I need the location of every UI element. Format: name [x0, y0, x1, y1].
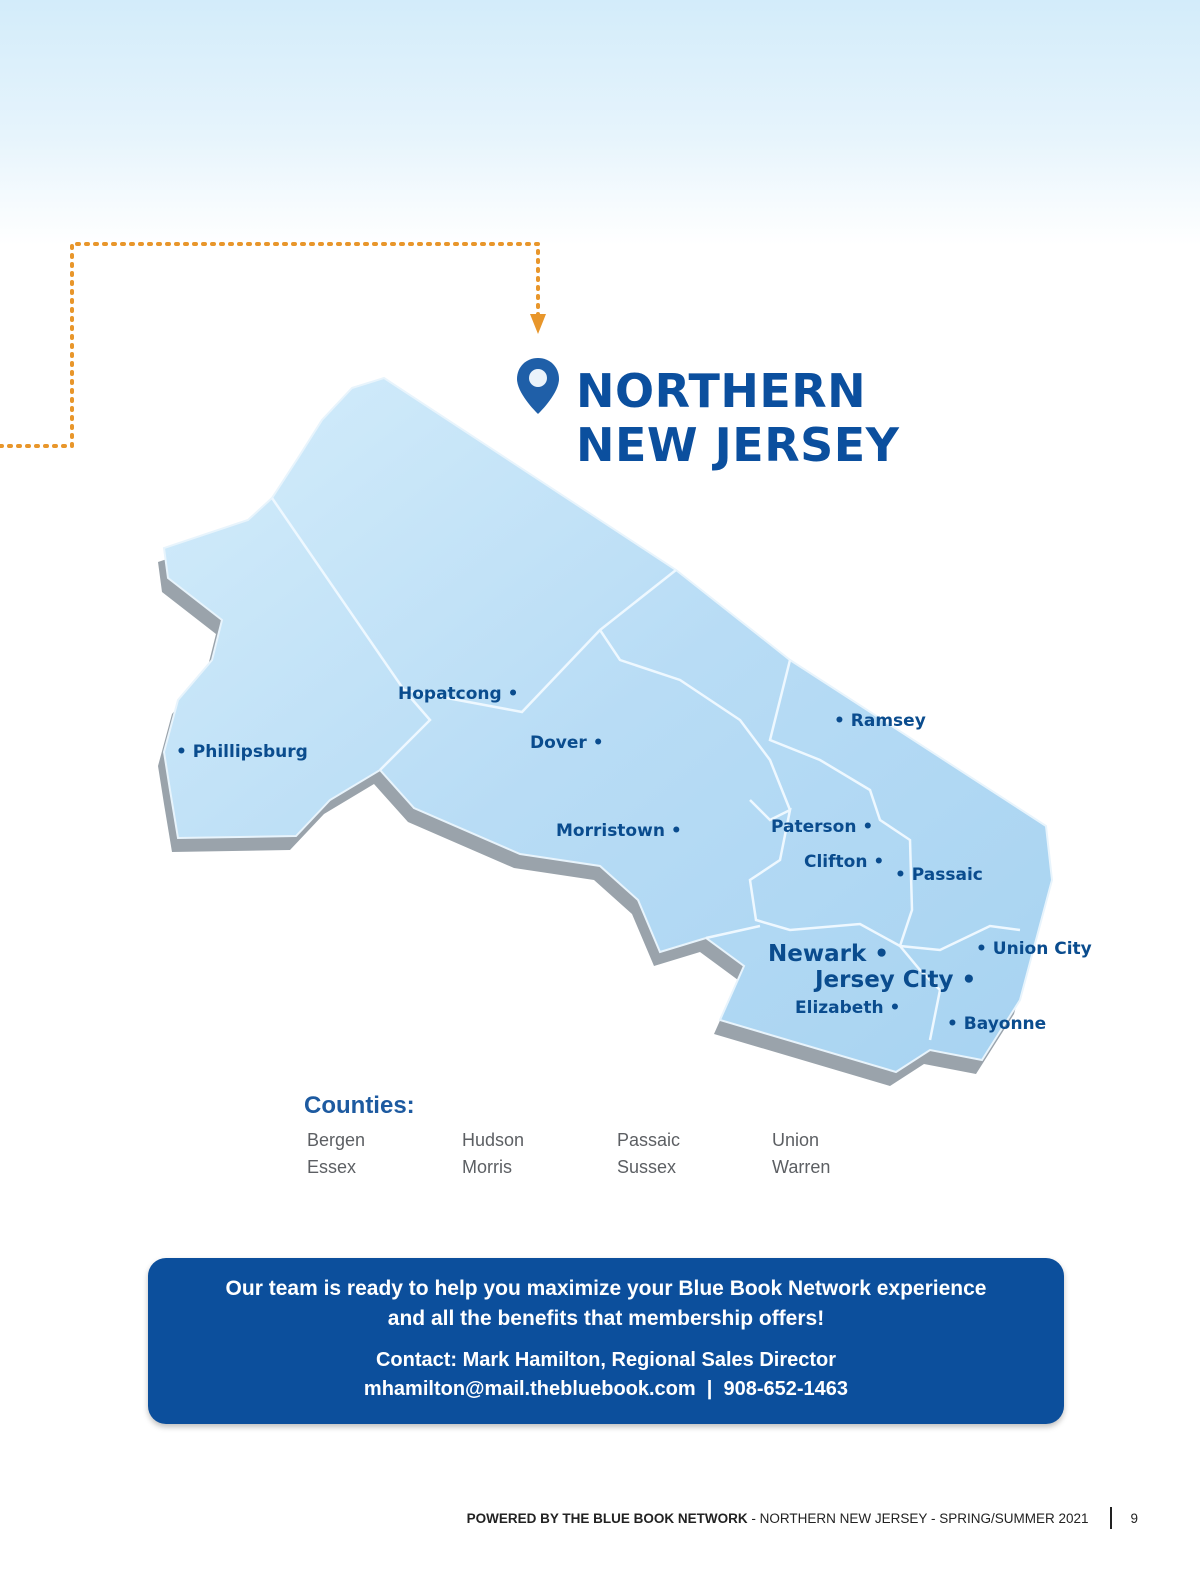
- city-label-hopatcong: Hopatcong •: [398, 684, 519, 704]
- counties-list: [307, 1130, 927, 1178]
- city-label-newark: Newark •: [768, 941, 889, 967]
- city-label-ramsey: • Ramsey: [834, 711, 926, 731]
- footer-powered-by: POWERED BY THE BLUE BOOK NETWORK: [466, 1510, 748, 1526]
- location-pin-icon: [514, 356, 562, 418]
- county-item: Warren: [772, 1157, 831, 1177]
- title-line-2: NEW JERSEY: [576, 418, 900, 472]
- city-label-phillipsburg: • Phillipsburg: [176, 742, 308, 762]
- contact-name: Contact: Mark Hamilton, Regional Sales Director: [375, 1349, 837, 1371]
- page-title: [576, 364, 900, 472]
- title-line-1: NORTHERN: [576, 364, 867, 418]
- city-label-dover: Dover •: [530, 733, 604, 753]
- city-label-jersey-city: Jersey City •: [815, 967, 977, 993]
- footer-edition: - NORTHERN NEW JERSEY - SPRING/SUMMER 2021: [747, 1510, 1089, 1526]
- cta-message-line-2: and all the benefits that membership offers!: [387, 1307, 825, 1330]
- county-item: Hudson: [462, 1130, 525, 1150]
- page-footer: [467, 1507, 1138, 1529]
- footer-divider: [1110, 1507, 1112, 1529]
- page-number: 9: [1130, 1510, 1138, 1526]
- contact-callout-box: [148, 1258, 1064, 1424]
- city-label-union-city: • Union City: [976, 939, 1092, 959]
- cta-message-line-1: Our team is ready to help you maximize your Blue Book Network experience: [225, 1277, 987, 1300]
- city-label-paterson: Paterson •: [771, 817, 874, 837]
- counties-heading: Counties:: [304, 1092, 415, 1119]
- city-label-clifton: Clifton •: [804, 852, 885, 872]
- city-label-elizabeth: Elizabeth •: [795, 998, 901, 1018]
- county-item: Morris: [462, 1157, 512, 1177]
- county-item: Passaic: [617, 1130, 681, 1150]
- contact-email-phone[interactable]: mhamilton@mail.thebluebook.com | 908-652-1463: [363, 1378, 849, 1400]
- city-label-bayonne: • Bayonne: [947, 1014, 1047, 1034]
- city-label-morristown: Morristown •: [556, 821, 682, 841]
- county-item: Union: [772, 1130, 820, 1150]
- city-label-passaic: • Passaic: [895, 865, 983, 885]
- county-item: Bergen: [307, 1130, 366, 1150]
- county-item: Sussex: [617, 1157, 677, 1177]
- county-item: Essex: [307, 1157, 357, 1177]
